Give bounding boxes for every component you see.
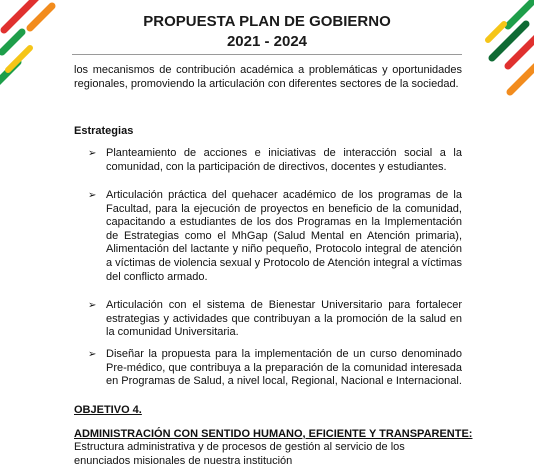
objective-text: Estructura administrativa y de procesos de gestión al servicio de los enunciados misionales de nuestra institución xyxy=(74,441,405,467)
intro-paragraph: los mecanismos de contribución académica a problemáticas y oportunidades regionales, promoviendo la articulación con diferentes sectores de la sociedad. xyxy=(74,64,462,90)
strategies-heading: Estrategias xyxy=(74,125,134,137)
list-item-text: Planteamiento de acciones e iniciativas de interacción social a la comunidad, con la participación de directivos, docentes y estudiantes. xyxy=(106,147,462,173)
arrow-bullet-icon: ➢ xyxy=(88,190,97,201)
objective-label: OBJETIVO 4. xyxy=(74,404,142,416)
arrow-bullet-icon: ➢ xyxy=(88,300,97,311)
header-divider xyxy=(72,54,462,55)
arrow-bullet-icon: ➢ xyxy=(88,148,97,159)
objective-title: ADMINISTRACIÓN CON SENTIDO HUMANO, EFICIENTE Y TRANSPARENTE: xyxy=(74,428,473,440)
arrow-bullet-icon: ➢ xyxy=(88,349,97,360)
list-item-text: Articulación con el sistema de Bienestar Universitario para fortalecer estrategias y actividades que contribuyan a la promoción de la salud en la comunidad Universitaria. xyxy=(106,299,462,339)
list-item-text: Diseñar la propuesta para la implementación de un curso denominado Pre-médico, que contribuya a la preparación de la comunidad interesada en Programas de Salud, a nivel local, Regional, Nacional e Internacional. xyxy=(106,348,462,388)
page-title: PROPUESTA PLAN DE GOBIERNO xyxy=(143,13,391,30)
list-item-text: Articulación práctica del quehacer académico de los programas de la Facultad, para la ejecución de proyectos en beneficio de la comunidad, capacitando a estudiantes de los dos Programas en la Implementación de Estrategias como el MhGap (Salud Mental en Atención primaria), Alimentación del lactante y niño pequeño, Protocolo integral de atención a víctimas de violencia sexual y Protocolo de Atención integral a víctimas del conflicto armado. xyxy=(106,189,462,283)
page-subtitle-years: 2021 - 2024 xyxy=(226,33,308,50)
